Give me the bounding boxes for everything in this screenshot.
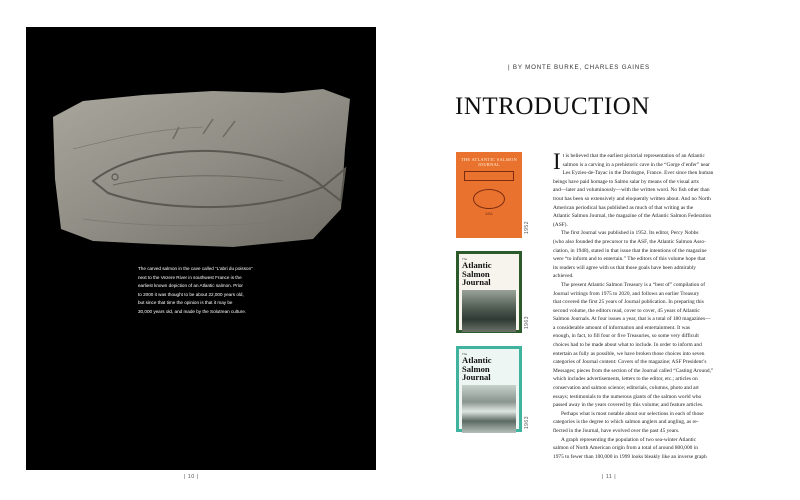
carved-salmon-stone-image: [53, 89, 350, 247]
introduction-body-text: [553, 149, 781, 461]
caption-line: 30,000 years old, and made by the Solutrean culture.: [138, 308, 247, 314]
page-number-left: | 10 |: [184, 474, 199, 480]
cover-title: THE ATLANTIC SALMON JOURNAL: [460, 157, 518, 168]
byline: | BY MONTE BURKE, CHARLES GAINES: [508, 64, 650, 71]
cover-year-label: 1963: [524, 316, 530, 330]
body-line: and—later and voluminously—with the written word. No fish other than: [553, 187, 710, 194]
body-line: salmon is a carving in a prehistoric cave in the “Gorge d’enfer” near: [562, 161, 710, 168]
left-page-black-panel: [26, 27, 376, 470]
page-title: INTRODUCTION: [455, 93, 650, 120]
body-line: (who also founded the precursor to the ASF, the Atlantic Salmon Asso-: [553, 238, 706, 245]
body-line: Les Eyzies-de-Tayac in the Dordogne, France. Ever since then human: [562, 170, 714, 177]
body-line: Messages; pieces from the section of the Journal called “Casting Around,”: [553, 367, 714, 374]
body-line: were “to inform and to entertain.” The editors of this volume hope that: [553, 256, 706, 263]
body-line: 1975 to fewer than 100,000 in 1999 looks bleakly like an inverse graph: [553, 453, 707, 460]
cover-photo: [462, 385, 516, 433]
cover-small-text: The: [462, 352, 468, 356]
body-line: a considerable amount of information and entertainment. It was: [553, 324, 690, 331]
body-line: that covered the first 25 years of Journal publication. In preparing this: [553, 299, 704, 306]
body-line: categories of Journal content: Covers of the magazine; ASF President’s: [553, 359, 707, 366]
drop-cap: I: [553, 149, 561, 174]
body-line: Salmon Journals. At four issues a year, that is a total of 180 magazines—: [553, 316, 711, 323]
body-line: conservation and salmon science; editorials, columns, photo and art: [553, 385, 699, 392]
body-line: essays; testimonials to the numerous giants of the salmon world who: [553, 393, 702, 400]
body-line: enough, in fact, to fill four or five Treasuries, so some very difficult: [553, 333, 699, 340]
body-line: Journal writings from 1975 to 2020, and follows an earlier Treasury: [553, 290, 700, 297]
body-line: The first Journal was published in 1952. Its editor, Percy Nobbs: [561, 230, 699, 237]
body-line: t is believed that the earliest pictorial representation of an Atlantic: [562, 153, 705, 159]
cover-label-box: [464, 171, 514, 181]
body-line: beings have paid homage to Salmo salar by means of the visual arts: [553, 178, 699, 185]
body-line: entertain as fully as possible, we have broken those choices into seven: [553, 350, 705, 357]
cover-title: Atlantic Salmon Journal: [462, 260, 492, 288]
cover-photo: [462, 290, 516, 332]
cover-badge: ASA: [485, 212, 493, 217]
body-line: The present Atlantic Salmon Treasury is a “best of” compilation of: [561, 281, 706, 288]
body-line: (ASF).: [553, 221, 568, 228]
body-line: which includes advertisements, letters to the editor, etc.; articles on: [553, 376, 698, 383]
salmon-emblem-icon: [473, 189, 505, 209]
body-line: salmon of North American origin from a total of around 800,000 in: [553, 445, 698, 452]
caption-line: next to the Vezere River in southwest France is the: [138, 274, 242, 280]
journal-cover-1952: [456, 152, 522, 238]
body-line: achieved.: [553, 273, 574, 280]
image-caption: [138, 265, 353, 317]
page-number-right: | 11 |: [602, 474, 617, 480]
cover-year-label: 1952: [524, 221, 530, 235]
body-line: A graph representing the population of two sea-winter Atlantic: [561, 436, 697, 443]
body-line: trout has been so extensively and eloquently written about. And no North: [553, 195, 711, 202]
body-line: passed away in the years covered by this volume; and feature articles.: [553, 402, 704, 409]
cover-year-label: 1963: [524, 416, 530, 430]
cover-small-text: The: [462, 257, 468, 261]
body-line: ciation, in 1948), stated in that issue that the intentions of the magazine: [553, 247, 707, 254]
body-line: Atlantic Salmon Journal, the magazine of the Atlantic Salmon Federation: [553, 213, 712, 220]
caption-line: to 2000 it was thought to be about 22,000 years old,: [138, 291, 244, 297]
body-line: second volume, the editors read, cover to cover, 45 years of Atlantic: [553, 307, 700, 314]
body-line: its readers will agree with us that those goals have been admirably: [553, 264, 696, 271]
body-line: flected in the Journal, have evolved over the past 45 years.: [553, 428, 680, 434]
caption-line: The carved salmon in the cave called “L’abri du poisson”: [138, 266, 253, 271]
body-line: choices had to be made about what to include. In order to inform and: [553, 342, 702, 349]
caption-line: earliest known depiction of an Atlantic salmon. Prior: [138, 283, 243, 289]
body-line: Perhaps what is most notable about our selections in each of those: [561, 410, 704, 417]
journal-cover-green: [456, 251, 522, 333]
body-line: American periodical has published as much of that writing as the: [553, 204, 694, 211]
body-line: categories is the degree to which salmon anglers and angling, as re-: [553, 419, 699, 426]
journal-cover-teal: [456, 346, 522, 432]
cover-title: Atlantic Salmon Journal: [462, 355, 492, 383]
caption-line: but since that time the opinion is that it may be: [138, 300, 233, 306]
